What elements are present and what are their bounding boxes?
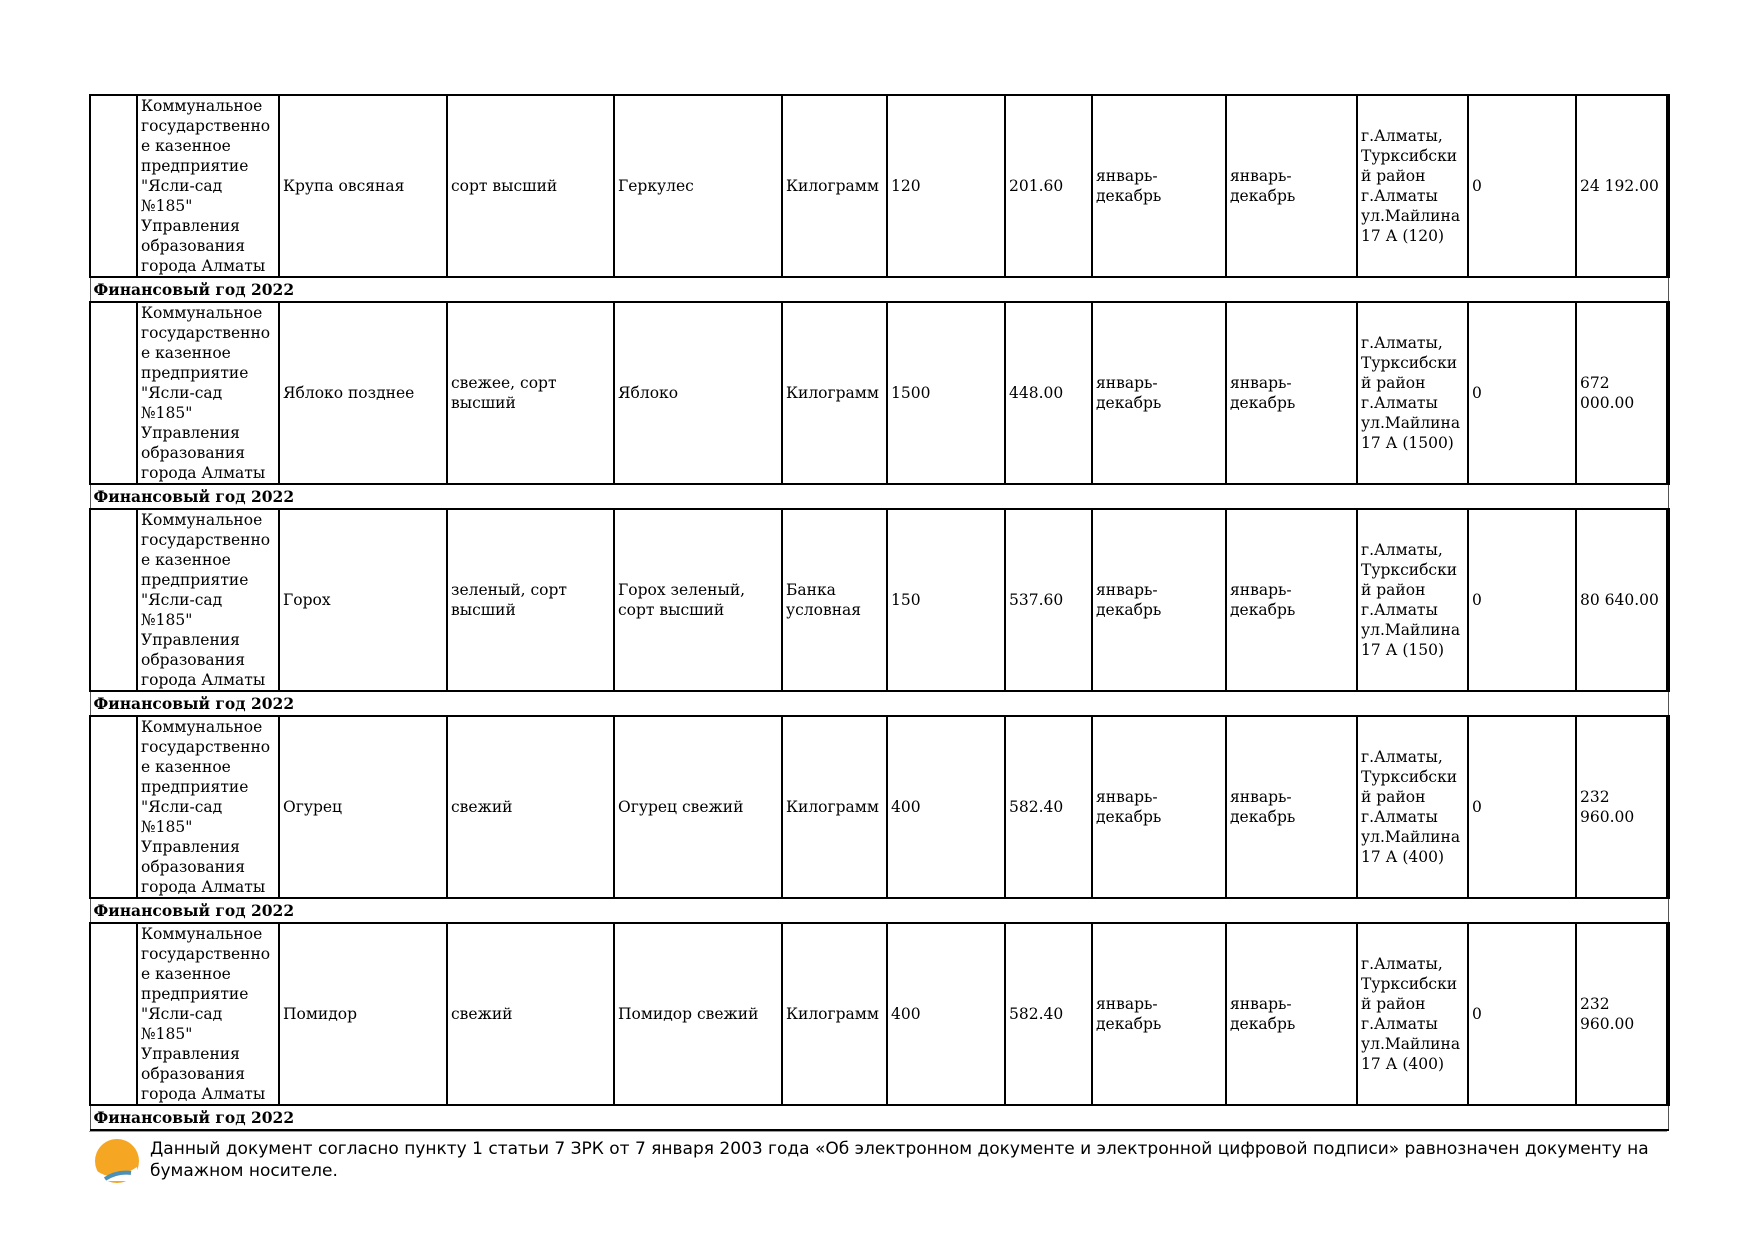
fiscal-year-row bbox=[90, 898, 1668, 923]
procurement-plan-table bbox=[89, 94, 1670, 1131]
customer-cell: Коммунальное государственное казенное предприятие "Ясли-сад №185" Управления образования города Алматы bbox=[137, 923, 279, 1105]
period-start-cell: январь-декабрь bbox=[1092, 509, 1226, 691]
product-name-cell: Огурец bbox=[279, 716, 447, 898]
period-end-cell: январь-декабрь bbox=[1226, 716, 1357, 898]
description-cell: Геркулес bbox=[614, 95, 782, 277]
description-cell: Яблоко bbox=[614, 302, 782, 484]
quantity-cell: 1500 bbox=[887, 302, 1005, 484]
empty-cell bbox=[90, 716, 137, 898]
table-row bbox=[90, 302, 1668, 484]
quantity-cell: 400 bbox=[887, 923, 1005, 1105]
period-end-cell: январь-декабрь bbox=[1226, 923, 1357, 1105]
characteristic-cell: свежий bbox=[447, 716, 614, 898]
unit-cell: Килограмм bbox=[782, 923, 887, 1105]
empty-cell bbox=[90, 95, 137, 277]
amount-cell: 80 640.00 bbox=[1576, 509, 1668, 691]
product-name-cell: Яблоко позднее bbox=[279, 302, 447, 484]
advance-cell: 0 bbox=[1468, 95, 1576, 277]
period-end-cell: январь-декабрь bbox=[1226, 509, 1357, 691]
period-start-cell: январь-декабрь bbox=[1092, 302, 1226, 484]
product-name-cell: Крупа овсяная bbox=[279, 95, 447, 277]
fiscal-year-row bbox=[90, 691, 1668, 716]
fiscal-year-label: Финансовый год 2022 bbox=[90, 898, 1668, 923]
delivery-place-cell: г.Алматы, Турксибский район г.Алматы ул.Майлина 17 А (1500) bbox=[1357, 302, 1468, 484]
delivery-place-cell: г.Алматы, Турксибский район г.Алматы ул.Майлина 17 А (400) bbox=[1357, 923, 1468, 1105]
quantity-cell: 120 bbox=[887, 95, 1005, 277]
legal-notice: Данный документ согласно пункту 1 статьи 7 ЗРК от 7 января 2003 года «Об электронном документе и электронной цифровой подписи» равнозначен документу на бумажном носителе. bbox=[150, 1139, 1649, 1181]
unit-cell: Банка условная bbox=[782, 509, 887, 691]
price-cell: 201.60 bbox=[1005, 95, 1092, 277]
fiscal-year-row bbox=[90, 484, 1668, 509]
customer-cell: Коммунальное государственное казенное предприятие "Ясли-сад №185" Управления образования города Алматы bbox=[137, 302, 279, 484]
table-row bbox=[90, 509, 1668, 691]
egov-sun-logo-icon bbox=[93, 1137, 141, 1185]
fiscal-year-label: Финансовый год 2022 bbox=[90, 484, 1668, 509]
price-cell: 582.40 bbox=[1005, 716, 1092, 898]
amount-cell: 232 960.00 bbox=[1576, 923, 1668, 1105]
empty-cell bbox=[90, 302, 137, 484]
price-cell: 582.40 bbox=[1005, 923, 1092, 1105]
empty-cell bbox=[90, 509, 137, 691]
period-end-cell: январь-декабрь bbox=[1226, 302, 1357, 484]
characteristic-cell: сорт высший bbox=[447, 95, 614, 277]
amount-cell: 672 000.00 bbox=[1576, 302, 1668, 484]
table-row bbox=[90, 716, 1668, 898]
fiscal-year-row bbox=[90, 277, 1668, 302]
period-start-cell: январь-декабрь bbox=[1092, 95, 1226, 277]
fiscal-year-row bbox=[90, 1105, 1668, 1130]
quantity-cell: 400 bbox=[887, 716, 1005, 898]
customer-cell: Коммунальное государственное казенное предприятие "Ясли-сад №185" Управления образования города Алматы bbox=[137, 95, 279, 277]
fiscal-year-label: Финансовый год 2022 bbox=[90, 691, 1668, 716]
amount-cell: 24 192.00 bbox=[1576, 95, 1668, 277]
table-row bbox=[90, 923, 1668, 1105]
product-name-cell: Горох bbox=[279, 509, 447, 691]
quantity-cell: 150 bbox=[887, 509, 1005, 691]
characteristic-cell: зеленый, сорт высший bbox=[447, 509, 614, 691]
customer-cell: Коммунальное государственное казенное предприятие "Ясли-сад №185" Управления образования города Алматы bbox=[137, 509, 279, 691]
fiscal-year-label: Финансовый год 2022 bbox=[90, 1105, 1668, 1130]
delivery-place-cell: г.Алматы, Турксибский район г.Алматы ул.Майлина 17 А (150) bbox=[1357, 509, 1468, 691]
unit-cell: Килограмм bbox=[782, 716, 887, 898]
period-start-cell: январь-декабрь bbox=[1092, 716, 1226, 898]
table-row bbox=[90, 95, 1668, 277]
advance-cell: 0 bbox=[1468, 302, 1576, 484]
price-cell: 448.00 bbox=[1005, 302, 1092, 484]
advance-cell: 0 bbox=[1468, 923, 1576, 1105]
description-cell: Горох зеленый, сорт высший bbox=[614, 509, 782, 691]
empty-cell bbox=[90, 923, 137, 1105]
advance-cell: 0 bbox=[1468, 716, 1576, 898]
advance-cell: 0 bbox=[1468, 509, 1576, 691]
footer-divider bbox=[89, 1131, 1667, 1132]
unit-cell: Килограмм bbox=[782, 302, 887, 484]
unit-cell: Килограмм bbox=[782, 95, 887, 277]
delivery-place-cell: г.Алматы, Турксибский район г.Алматы ул.Майлина 17 А (400) bbox=[1357, 716, 1468, 898]
characteristic-cell: свежий bbox=[447, 923, 614, 1105]
amount-cell: 232 960.00 bbox=[1576, 716, 1668, 898]
product-name-cell: Помидор bbox=[279, 923, 447, 1105]
delivery-place-cell: г.Алматы, Турксибский район г.Алматы ул.Майлина 17 А (120) bbox=[1357, 95, 1468, 277]
description-cell: Помидор свежий bbox=[614, 923, 782, 1105]
period-end-cell: январь-декабрь bbox=[1226, 95, 1357, 277]
description-cell: Огурец свежий bbox=[614, 716, 782, 898]
fiscal-year-label: Финансовый год 2022 bbox=[90, 277, 1668, 302]
characteristic-cell: свежее, сорт высший bbox=[447, 302, 614, 484]
period-start-cell: январь-декабрь bbox=[1092, 923, 1226, 1105]
price-cell: 537.60 bbox=[1005, 509, 1092, 691]
customer-cell: Коммунальное государственное казенное предприятие "Ясли-сад №185" Управления образования города Алматы bbox=[137, 716, 279, 898]
